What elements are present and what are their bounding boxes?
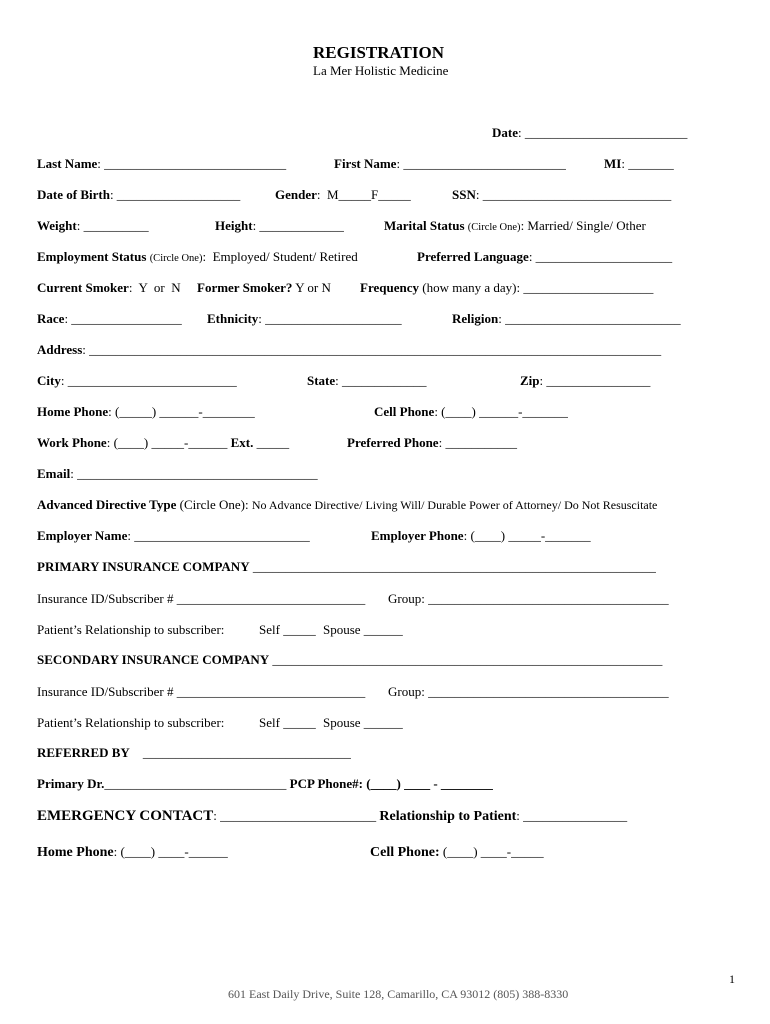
referred-label: REFERRED BY [37,745,130,760]
employer-line: : ___________________________ [127,528,310,543]
secondary-insurance-line: ____________________________________________________________ [269,652,663,667]
employment-status-field[interactable] [37,250,358,265]
weight-label: Weight [37,218,77,233]
secondary-self-option[interactable]: Self _____ [259,715,316,730]
page-number: 1 [729,972,735,986]
address-field[interactable] [37,343,661,356]
address-line: : ________________________________________________________________________________________ [82,342,662,357]
primary-dr-line: ____________________________ [104,776,290,791]
pcp-phone-label: PCP Phone#: (____) ____ - ________ [289,776,493,791]
primary-spouse-option[interactable]: Spouse ______ [323,622,403,637]
primary-dr-label: Primary Dr. [37,776,105,791]
page-subtitle: La Mer Holistic Medicine [313,63,449,78]
preferred-language-field[interactable] [417,250,672,263]
date-label: Date [492,125,518,140]
employment-options: : Employed/ Student/ Retired [202,249,358,264]
cell-phone-line: : (____) ______-_______ [434,404,568,419]
dob-field[interactable] [37,188,240,201]
first-name-label: First Name [334,156,397,171]
zip-line: : ________________ [539,373,651,388]
home-phone-label: Home Phone [37,404,109,419]
ext-label: Ext. [230,435,254,450]
secondary-id-label: Insurance ID/Subscriber # [37,684,177,699]
emergency-line: : ________________________ [213,808,380,823]
work-phone-field[interactable] [37,436,289,449]
primary-insurance-line: ______________________________________________________________ [249,559,656,574]
ethnicity-label: Ethnicity [207,311,259,326]
relationship-label: Relationship to Patient [379,809,517,824]
mi-line: : _______ [621,156,674,171]
ext-line: _____ [253,435,290,450]
employer-name-field[interactable] [37,529,310,542]
primary-group-line: _____________________________________ [428,591,669,606]
gender-line: : M_____F_____ [316,187,411,202]
work-phone-label: Work Phone [37,435,107,450]
date-line: : _________________________ [518,125,688,140]
emergency-contact-field[interactable] [37,809,627,824]
first-name-field[interactable] [334,157,566,170]
race-label: Race [37,311,65,326]
ssn-field[interactable] [452,188,671,201]
frequency-hint: (how many a day): ____________________ [418,280,654,295]
date-field[interactable] [492,126,687,139]
secondary-relationship-label: Patient’s Relationship to subscriber: [37,715,225,730]
referred-line: ________________________________ [129,745,351,760]
religion-label: Religion [452,311,499,326]
primary-self-option[interactable]: Self _____ [259,622,316,637]
religion-field[interactable] [452,312,681,325]
state-field[interactable] [307,374,427,387]
height-label: Height [215,218,253,233]
advanced-directive-field[interactable] [37,498,657,511]
frequency-label: Frequency [360,280,419,295]
secondary-group-field[interactable] [388,685,669,698]
emergency-home-phone-field[interactable] [37,845,228,860]
pref-phone-line: : ___________ [438,435,517,450]
last-name-label: Last Name [37,156,98,171]
secondary-insurance-field[interactable] [37,653,662,666]
address-label: Address [37,342,83,357]
employment-hint: (Circle One) [149,253,203,264]
height-line: : _____________ [252,218,344,233]
language-line: : _____________________ [528,249,673,264]
last-name-field[interactable] [37,157,286,170]
employment-label: Employment Status [37,249,147,264]
pref-phone-label: Preferred Phone [347,435,439,450]
former-smoker-field[interactable] [197,281,331,294]
email-field[interactable] [37,467,318,480]
primary-id-line: _____________________________ [176,591,366,606]
secondary-id-line: _____________________________ [176,684,366,699]
emergency-cell-phone-field[interactable] [370,845,544,860]
secondary-group-line: _____________________________________ [428,684,669,699]
cell-phone-label: Cell Phone [374,404,435,419]
religion-line: : ___________________________ [498,311,681,326]
emergency-label: EMERGENCY CONTACT [37,808,214,824]
marital-status-field[interactable] [384,219,646,234]
emergency-cell-phone-label: Cell Phone: [370,845,440,860]
page-title: REGISTRATION [313,43,444,62]
secondary-insurance-id-field[interactable] [37,685,365,698]
primary-relationship-label: Patient’s Relationship to subscriber: [37,622,225,637]
frequency-field[interactable] [360,281,653,294]
first-name-line: : _________________________ [396,156,566,171]
employer-label: Employer Name [37,528,128,543]
employer-phone-field[interactable] [371,529,591,542]
language-label: Preferred Language [417,249,529,264]
primary-insurance-field[interactable] [37,560,656,573]
current-smoker-field[interactable] [37,281,181,294]
preferred-phone-field[interactable] [347,436,517,449]
current-smoker-options: : Y or N [128,280,181,295]
emergency-cell-phone-line: (____) ____-_____ [439,844,544,859]
secondary-insurance-heading: SECONDARY INSURANCE COMPANY [37,652,270,667]
primary-insurance-id-field[interactable] [37,592,365,605]
race-line: : _________________ [64,311,182,326]
zip-label: Zip [520,373,540,388]
secondary-group-label: Group: [388,684,429,699]
ssn-line: : _____________________________ [475,187,672,202]
secondary-spouse-option[interactable]: Spouse ______ [323,715,403,730]
emergency-home-phone-label: Home Phone [37,845,114,860]
adv-label: Advanced Directive Type [37,497,177,512]
city-line: : __________________________ [60,373,237,388]
ethnicity-line: : _____________________ [258,311,402,326]
dob-label: Date of Birth [37,187,110,202]
dob-line: : ___________________ [109,187,241,202]
state-line: : _____________ [335,373,427,388]
mi-field[interactable] [604,157,674,170]
race-field[interactable] [37,312,182,325]
city-label: City [37,373,61,388]
emergency-home-phone-line: : (____) ____-______ [113,844,228,859]
city-field[interactable] [37,374,237,387]
adv-hint: (Circle One): [176,497,252,512]
weight-field[interactable] [37,219,149,232]
state-label: State [307,373,336,388]
employer-phone-line: : (____) _____-_______ [463,528,591,543]
marital-label: Marital Status [384,218,465,233]
marital-options: : Married/ Single/ Other [520,218,646,233]
referred-by-field[interactable] [37,746,351,759]
email-label: Email [37,466,71,481]
employer-phone-label: Employer Phone [371,528,464,543]
mi-label: MI [604,156,622,171]
footer-address: 601 East Daily Drive, Suite 128, Camarillo, CA 93012 (805) 388-8330 [228,987,569,1001]
former-smoker-options: Y or N [292,280,331,295]
email-line: : _____________________________________ [70,466,318,481]
primary-insurance-heading: PRIMARY INSURANCE COMPANY [37,559,250,574]
work-phone-line: : (____) _____-______ [106,435,231,450]
primary-id-label: Insurance ID/Subscriber # [37,591,177,606]
marital-hint: (Circle One) [467,222,521,233]
primary-dr-field[interactable] [37,777,493,790]
home-phone-field[interactable] [37,405,255,418]
cell-phone-field[interactable] [374,405,568,418]
primary-group-label: Group: [388,591,429,606]
ssn-label: SSN [452,187,476,202]
last-name-line: : ____________________________ [97,156,287,171]
zip-field[interactable] [520,374,650,387]
former-smoker-label: Former Smoker? [197,280,293,295]
primary-group-field[interactable] [388,592,669,605]
weight-line: : __________ [76,218,149,233]
gender-field[interactable] [275,188,411,201]
home-phone-line: : (_____) ______-________ [108,404,255,419]
relationship-line: : ________________ [516,808,628,823]
current-smoker-label: Current Smoker [37,280,129,295]
gender-label: Gender [275,187,317,202]
ethnicity-field[interactable] [207,312,402,325]
height-field[interactable] [215,219,344,232]
adv-options: No Advance Directive/ Living Will/ Durable Power of Attorney/ Do Not Resuscitate [251,498,658,512]
